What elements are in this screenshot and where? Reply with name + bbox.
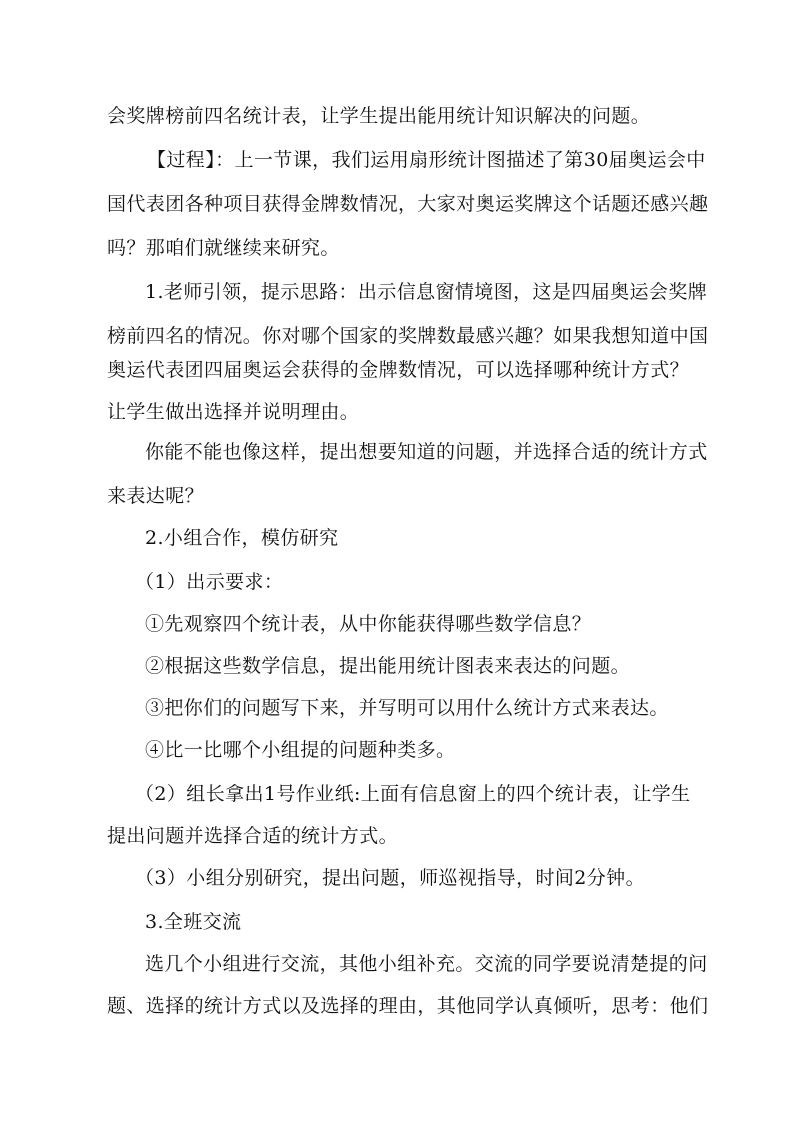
text-line-17: （2）组长拿出1号作业纸:上面有信息窗上的四个统计表，让学生	[135, 783, 691, 805]
text-line-20: 3.全班交流	[145, 911, 242, 933]
text-line-14: ②根据这些数学信息，提出能用统计图表来表达的问题。	[145, 655, 631, 677]
text-line-3: 国代表团各种项目获得金牌数情况，大家对奥运奖牌这个话题还感兴趣	[107, 193, 709, 215]
text-line-11: 2.小组合作，模仿研究	[145, 527, 339, 549]
text-line-5: 1.老师引领，提示思路：出示信息窗情境图，这是四届奥运会奖牌	[145, 281, 708, 303]
text-line-18: 提出问题并选择合适的统计方式。	[107, 825, 399, 847]
text-line-2: 【过程】：上一节课，我们运用扇形统计图描述了第30届奥运会中	[147, 149, 706, 171]
text-line-13: ①先观察四个统计表，从中你能获得哪些数学信息？	[145, 613, 592, 635]
text-line-8: 让学生做出选择并说明理由。	[107, 401, 360, 423]
text-line-19: （3）小组分别研究，提出问题，师巡视指导，时间2分钟。	[135, 867, 645, 889]
text-line-16: ④比一比哪个小组提的问题种类多。	[145, 739, 456, 761]
text-line-21: 选几个小组进行交流，其他小组补充。交流的同学要说清楚提的问	[145, 953, 708, 975]
text-line-22: 题、选择的统计方式以及选择的理由，其他同学认真倾听，思考：他们	[107, 995, 709, 1017]
text-line-10: 来表达呢？	[107, 485, 205, 507]
text-line-15: ③把你们的问题写下来，并写明可以用什么统计方式来表达。	[145, 697, 669, 719]
text-line-6: 榜前四名的情况。你对哪个国家的奖牌数最感兴趣？如果我想知道中国	[107, 325, 709, 347]
text-line-12: （1）出示要求：	[135, 571, 284, 593]
text-line-7: 奥运代表团四届奥运会获得的金牌数情况，可以选择哪种统计方式？	[107, 359, 690, 381]
text-line-4: 吗？那咱们就继续来研究。	[107, 237, 340, 259]
text-line-1: 会奖牌榜前四名统计表，让学生提出能用统计知识解决的问题。	[107, 105, 651, 127]
text-line-9: 你能不能也像这样，提出想要知道的问题，并选择合适的统计方式	[145, 441, 708, 463]
